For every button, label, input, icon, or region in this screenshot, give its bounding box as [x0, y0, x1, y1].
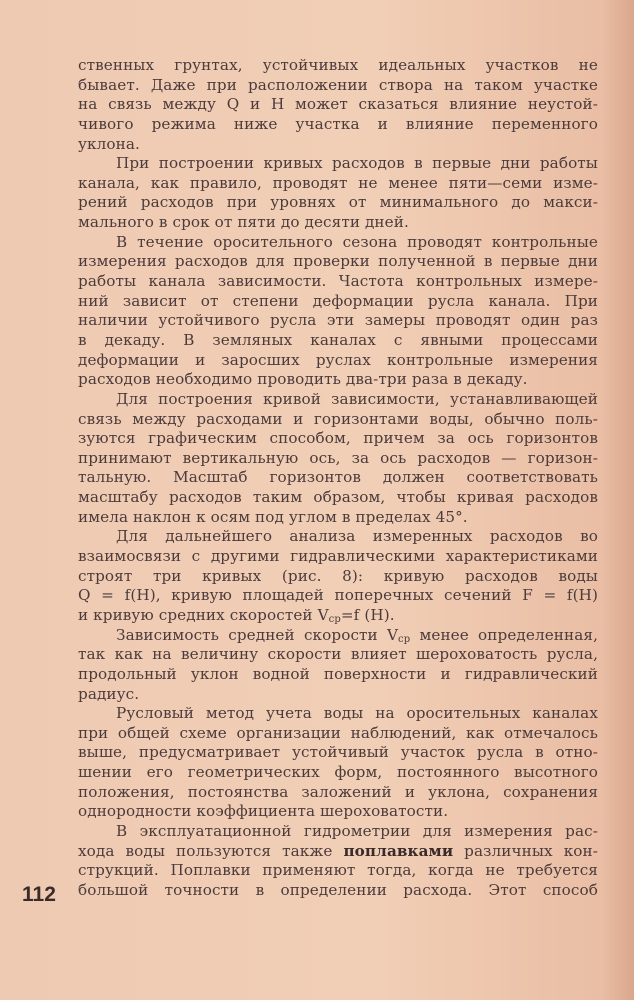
- text-line: [78, 174, 598, 194]
- text-line: [78, 665, 598, 685]
- subscript: ср: [398, 633, 411, 645]
- text-line: [78, 233, 598, 253]
- text-segment: строят три кривых (рис. 8): кривую расходов воды: [78, 566, 598, 585]
- paragraph: [78, 56, 598, 154]
- paragraph: [78, 390, 598, 527]
- text-line: [78, 763, 598, 783]
- text-segment: канала, как правило, проводят не менее пяти—семи изме-: [78, 173, 598, 192]
- text-segment: работы канала зависимости. Частота контрольных измере-: [78, 272, 598, 291]
- subscript: ср: [328, 613, 341, 625]
- text-segment: В течение оросительного сезона проводят контрольные: [116, 232, 598, 251]
- text-line: [78, 802, 598, 822]
- text-segment: рений расходов при уровнях от минимального до макси-: [78, 193, 598, 212]
- text-line: [78, 331, 598, 351]
- text-line: [78, 272, 598, 292]
- text-segment: масштабу расходов таким образом, чтобы кривая расходов: [78, 488, 598, 507]
- text-segment: взаимосвязи с другими гидравлическими характеристиками: [78, 547, 598, 566]
- text-line: [78, 56, 598, 76]
- text-line: [78, 547, 598, 567]
- text-line: [78, 95, 598, 115]
- text-line: [78, 193, 598, 213]
- text-segment: радиус.: [78, 684, 140, 703]
- bold-term: поплавками: [343, 841, 454, 860]
- text-segment: Русловый метод учета воды на оросительных каналах: [116, 704, 598, 723]
- text-segment: Для дальнейшего анализа измеренных расходов во: [116, 527, 598, 546]
- text-segment: ний зависит от степени деформации русла канала. При: [78, 291, 598, 310]
- text-segment: расходов необходимо проводить два-три раза в декаду.: [78, 370, 528, 389]
- text-line: [78, 351, 598, 371]
- text-segment: ственных грунтах, устойчивых идеальных участков не: [78, 56, 598, 74]
- paragraph: [78, 822, 598, 901]
- text-segment: на связь между Q и H может сказаться влияние неустой-: [78, 95, 598, 114]
- text-segment: имела наклон к осям под углом в пределах 45°.: [78, 507, 468, 526]
- text-segment: в декаду. В земляных каналах с явными процессами: [78, 330, 598, 349]
- text-line: [78, 213, 598, 233]
- text-segment: мального в срок от пяти до десяти дней.: [78, 213, 409, 232]
- text-line: [78, 685, 598, 705]
- text-line: [78, 410, 598, 430]
- text-line: [78, 724, 598, 744]
- text-segment: При построении кривых расходов в первые дни работы: [116, 154, 598, 173]
- text-segment: Зависимость средней скорости V: [116, 625, 399, 644]
- text-line: [78, 822, 598, 842]
- text-segment: принимают вертикальную ось, за ось расходов — горизон-: [78, 448, 598, 467]
- paragraph: [78, 626, 598, 705]
- text-segment: шении его геометрических форм, постоянного высотного: [78, 763, 598, 782]
- text-line: [78, 468, 598, 488]
- text-line: [78, 783, 598, 803]
- text-segment: Для построения кривой зависимости, устанавливающей: [116, 389, 598, 408]
- text-segment: выше, предусматривает устойчивый участок русла в отно-: [78, 743, 598, 762]
- text-segment: =f (H).: [340, 605, 395, 624]
- text-segment: однородности коэффициента шероховатости.: [78, 802, 449, 821]
- page-body-text: [78, 56, 598, 901]
- text-line: [78, 626, 598, 646]
- text-line: [78, 311, 598, 331]
- text-line: [78, 743, 598, 763]
- paragraph: [78, 233, 598, 390]
- text-line: [78, 390, 598, 410]
- text-segment: бывает. Даже при расположении створа на таком участке: [78, 75, 598, 94]
- text-line: [78, 645, 598, 665]
- text-line: [78, 154, 598, 174]
- text-line: [78, 567, 598, 587]
- text-line: [78, 76, 598, 96]
- paragraph: [78, 704, 598, 822]
- text-line: [78, 606, 598, 626]
- text-line: [78, 881, 598, 901]
- text-segment: положения, постоянства заложений и уклона, сохранения: [78, 782, 598, 801]
- text-segment: связь между расходами и горизонтами воды, обычно поль-: [78, 409, 598, 428]
- text-line: [78, 135, 598, 155]
- text-line: [78, 292, 598, 312]
- text-line: [78, 115, 598, 135]
- text-line: [78, 586, 598, 606]
- text-segment: хода воды пользуются также: [78, 841, 344, 860]
- text-segment: зуются графическим способом, причем за ось горизонтов: [78, 429, 598, 448]
- text-line: [78, 488, 598, 508]
- text-segment: деформации и заросших руслах контрольные измерения: [78, 350, 598, 369]
- text-segment: В эксплуатационной гидрометрии для измерения рас-: [116, 821, 598, 840]
- text-line: [78, 370, 598, 390]
- text-line: [78, 252, 598, 272]
- text-segment: тальную. Масштаб горизонтов должен соответствовать: [78, 468, 598, 487]
- text-segment: большой точности в определении расхода. Этот способ: [78, 880, 598, 899]
- text-line: [78, 842, 598, 862]
- text-segment: чивого режима ниже участка и влияние переменного: [78, 114, 598, 133]
- text-line: [78, 429, 598, 449]
- text-segment: и кривую средних скоростей V: [78, 605, 329, 624]
- text-segment: Q = f(H), кривую площадей поперечных сечений F = f(H): [78, 586, 598, 605]
- paragraph: [78, 527, 598, 625]
- text-segment: измерения расходов для проверки полученной в первые дни: [78, 252, 598, 271]
- text-line: [78, 861, 598, 881]
- page-number: 112: [22, 883, 56, 906]
- text-segment: наличии устойчивого русла эти замеры проводят один раз: [78, 311, 598, 330]
- text-segment: так как на величину скорости влияет шероховатость русла,: [78, 645, 598, 664]
- text-line: [78, 527, 598, 547]
- text-segment: при общей схеме организации наблюдений, как отмечалось: [78, 723, 598, 742]
- text-segment: менее определенная,: [410, 625, 598, 644]
- text-segment: различных кон-: [453, 841, 598, 860]
- text-segment: продольный уклон водной поверхности и гидравлический: [78, 664, 598, 683]
- text-segment: уклона.: [78, 134, 140, 153]
- text-segment: струкций. Поплавки применяют тогда, когда не требуется: [78, 861, 598, 880]
- text-line: [78, 449, 598, 469]
- text-line: [78, 704, 598, 724]
- paragraph: [78, 154, 598, 233]
- text-line: [78, 508, 598, 528]
